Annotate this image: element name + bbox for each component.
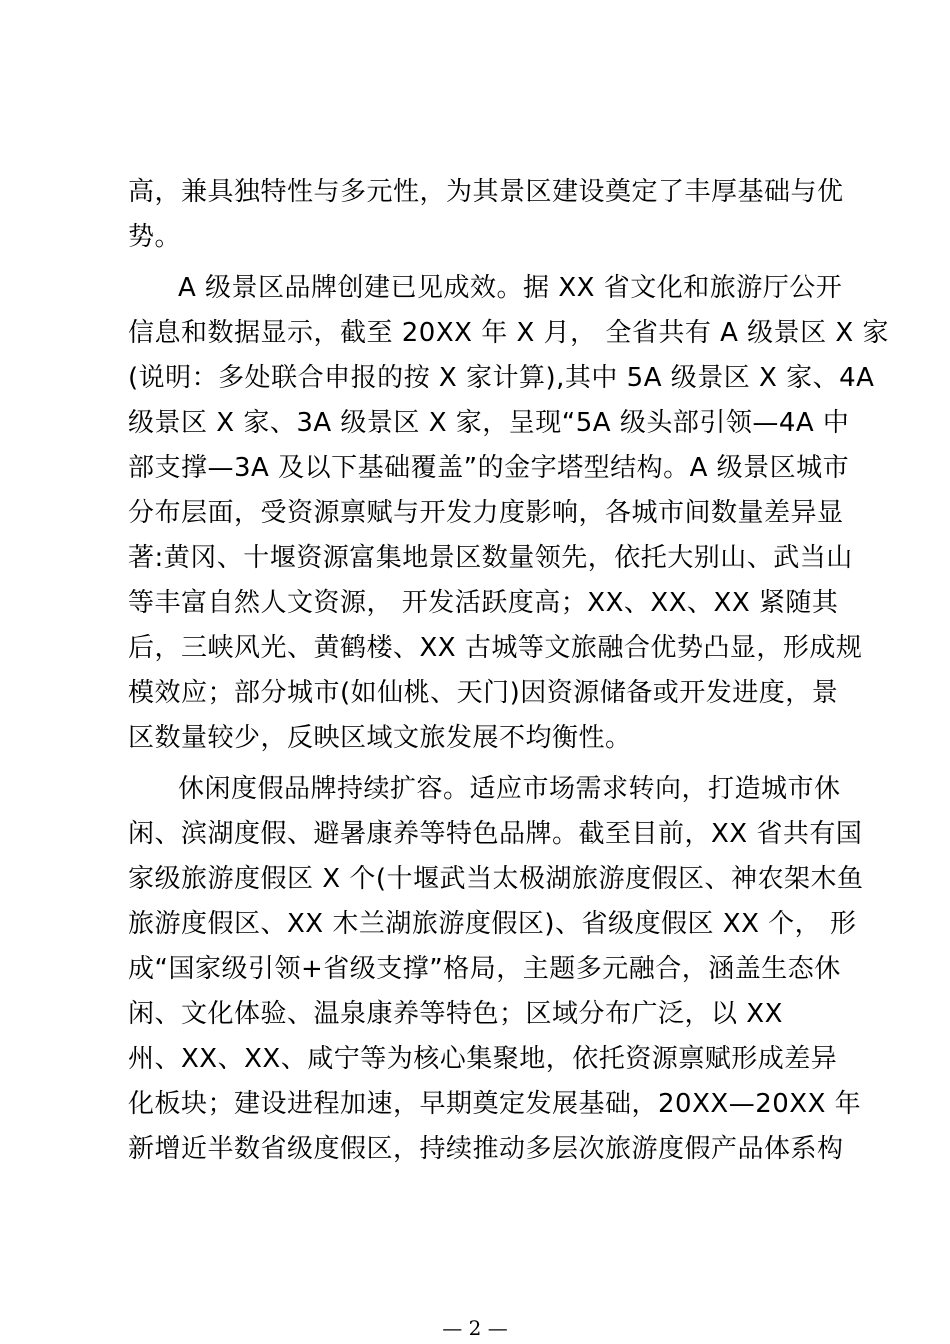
text-line: (说明：多处联合申报的按 X 家计算),其中 5A 级景区 X 家、4A (128, 363, 875, 393)
text-line: 高，兼具独特性与多元性，为其景区建设奠定了丰厚基础与优 (128, 177, 844, 207)
text-line: 成“国家级引领+省级支撑”格局，主题多元融合，涵盖生态休 (128, 954, 841, 984)
text-line: 新增近半数省级度假区，持续推动多层次旅游度假产品体系构 (128, 1134, 844, 1164)
body-text (128, 170, 889, 1172)
text-line: 等丰富自然人文资源， 开发活跃度高；XX、XX、XX 紧随其 (128, 588, 839, 618)
text-line: 信息和数据显示，截至 20XX 年 X 月， 全省共有 A 级景区 X 家 (128, 318, 889, 348)
text-line: 家级旅游度假区 X 个(十堰武当太极湖旅游度假区、神农架木鱼 (128, 864, 864, 894)
paragraph-start-a-level-scenic: A 级景区品牌创建已见成效。据 XX 省文化和旅游厅公开 (178, 273, 843, 303)
text-line: 部支撑—3A 及以下基础覆盖”的金字塔型结构。A 级景区城市 (128, 453, 850, 483)
text-line: 模效应；部分城市(如仙桃、天门)因资源储备或开发进度，景 (128, 678, 839, 708)
paragraph-start-leisure-resort: 休闲度假品牌持续扩容。适应市场需求转向，打造城市休 (178, 774, 841, 804)
text-line: 化板块；建设进程加速，早期奠定发展基础，20XX—20XX 年 (128, 1089, 862, 1119)
text-line: 级景区 X 家、3A 级景区 X 家，呈现“5A 级头部引领—4A 中 (128, 408, 850, 438)
text-line: 闲、滨湖度假、避暑康养等特色品牌。截至目前，XX 省共有国 (128, 819, 863, 849)
text-line: 著:黄冈、十堰资源富集地景区数量领先，依托大别山、武当山 (128, 543, 853, 573)
text-line: 分布层面，受资源禀赋与开发力度影响，各城市间数量差异显 (128, 498, 844, 528)
page-number: — 2 — (442, 1316, 508, 1340)
text-line: 后，三峡风光、黄鹤楼、XX 古城等文旅融合优势凸显，形成规 (128, 633, 863, 663)
text-line: 闲、文化体验、温泉康养等特色；区域分布广泛，以 XX (128, 999, 783, 1029)
text-line: 州、XX、XX、咸宁等为核心集聚地，依托资源禀赋形成差异 (128, 1044, 838, 1074)
text-line: 势。 (128, 222, 182, 252)
text-line: 区数量较少，反映区域文旅发展不均衡性。 (128, 723, 632, 753)
text-line: 旅游度假区、XX 木兰湖旅游度假区)、省级度假区 XX 个， 形 (128, 909, 857, 939)
